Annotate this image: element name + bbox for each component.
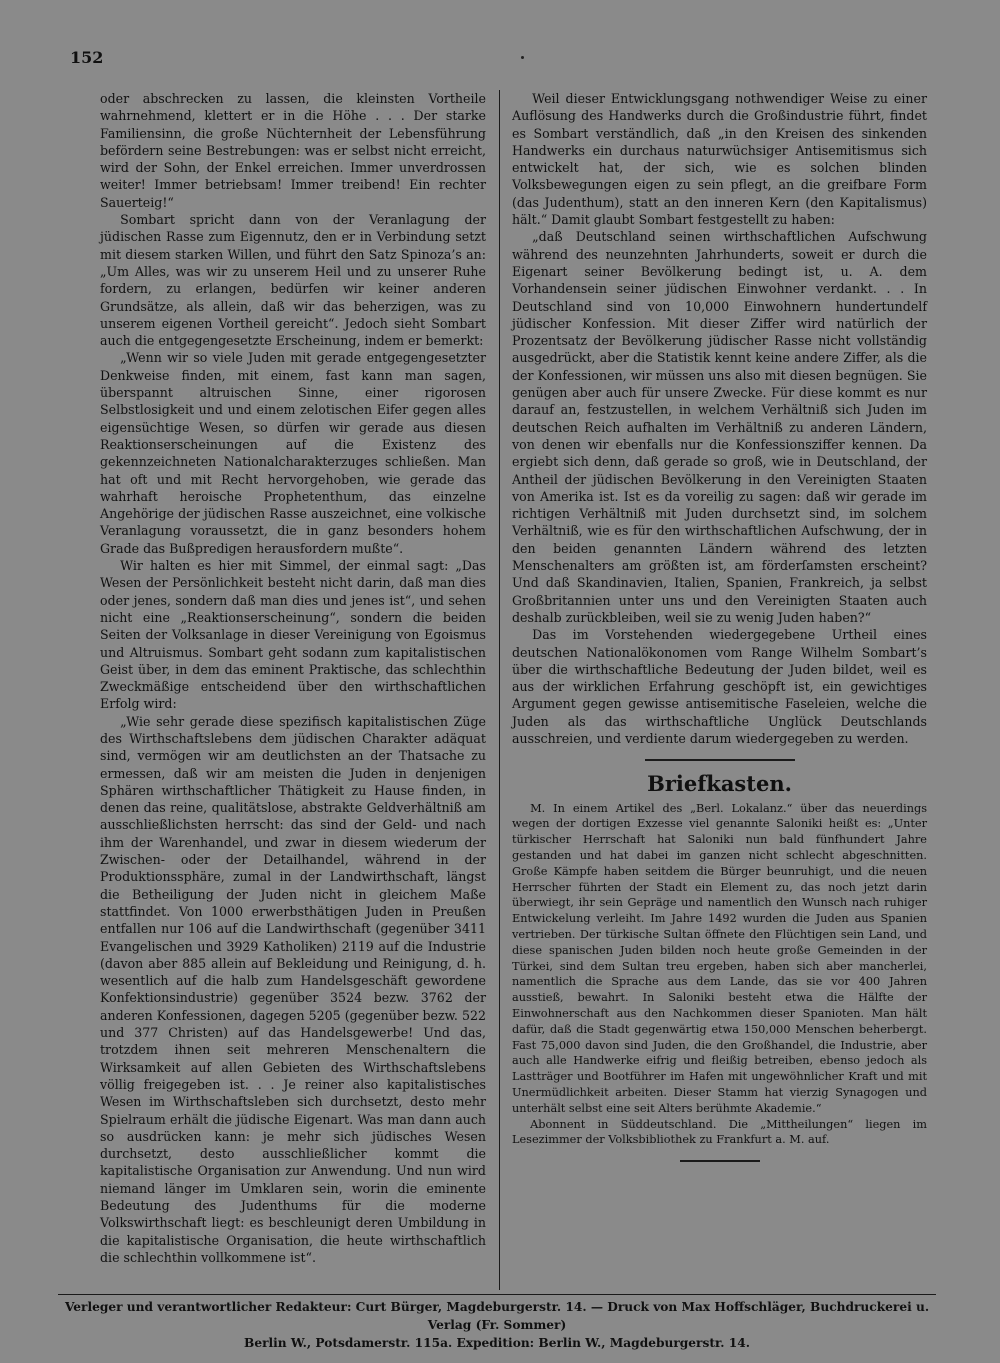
mailbox-title: Briefkasten. (647, 771, 792, 797)
paragraph: oder abschrecken zu lassen, die kleinsten Vortheile wahrnehmend, klettert er in die Höhe . . . Der starke Familiensinn, die große Nüchternheit der Lebensführung befördern seine Bestrebungen: was er selbst nicht erreicht, wird der Sohn, der Enkel erreichen. Immer unverdrossen weiter! Immer betriebsam! Immer treibend! Ein rechter Sauerteig!“ (100, 91, 486, 210)
column-divider (499, 90, 500, 1290)
mailbox-section (512, 801, 927, 1149)
page-number: 152 (70, 48, 104, 67)
footer-imprint-line: Verleger und verantwortlicher Redakteur: Curt Bürger, Magdeburgerstr. 14. — Druck von Max Hoffschläger, Buchdruckerei u. Verlag (Fr. Sommer) (64, 1300, 930, 1332)
paragraph: Sombart spricht dann von der Veranlagung der jüdischen Rasse zum Eigennutz, den er in Verbindung setzt mit diesem starken Willen, und führt den Satz Spinoza’s an: „Um Alles, was wir zu unserem Heil und zu unserer Ruhe fordern, zu erlangen, bedürfen wir keiner anderen Grundsätze, als allein, daß wir das beherzigen, was zu unserem eigenen Vortheil gereicht“. Jedoch sieht Sombart auch die entgegengesetzte Erscheinung, indem er bemerkt: (100, 212, 486, 349)
left-column (100, 90, 486, 1266)
end-divider (680, 1160, 760, 1162)
paragraph: Weil dieser Entwicklungsgang nothwendiger Weise zu einer Auflösung des Handwerks durch die Großindustrie führt, findet es Sombart verständlich, daß „in den Kreisen des sinkenden Handwerks ein durchaus naturwüchsiger Antisemitismus sich entwickelt hat, der sich, wie es solchen blinden Volksbewegungen eigen zu sein pflegt, an die greifbare Form (das Judenthum), statt an den inneren Kern (den Kapitalismus) hält.“ Damit glaubt Sombart festgestellt zu haben: (512, 91, 927, 228)
footer (58, 1298, 936, 1352)
paragraph: „Wenn wir so viele Juden mit gerade entgegengesetzter Denkweise finden, mit einem, fast kann man sagen, überspannt altruischen Sinne, einer rigorosen Selbstlosigkeit und und einem zelotischen Eifer gegen alles eigensüchtige Wesen, so dürfen wir gerade aus diesen Reaktionserscheinungen auf die Existenz des gekennzeichneten Nationalcharakterzuges schließen. Man hat oft und mit Recht hervorgehoben, wie gerade das wahrhaft heroische Prophetenthum, das einzelne Angehörige der jüdischen Rasse auszeichnet, eine volkische Veranlagung voraussetzt, die in ganz besonders hohem Grade das Bußpredigen herausfordern mußte“. (100, 350, 486, 556)
section-divider (645, 759, 795, 761)
footer-address-line: Berlin W., Potsdamerstr. 115a. Expedition: Berlin W., Magdeburgerstr. 14. (244, 1336, 750, 1350)
right-column (512, 90, 927, 1172)
mailbox-entry: M. In einem Artikel des „Berl. Lokalanz.“ über das neuerdings wegen der dortigen Exzesse viel genannte Saloniki heißt es: „Unter türkischer Herrschaft hat Saloniki nun bald fünfhundert Jahre gestanden und hat dabei im ganzen nicht schlecht abgeschnitten. Große Kämpfe haben seitdem die Bürger beunruhigt, und die neuen Herrscher führten der Stadt ein Element zu, das noch jetzt darin überwiegt, ihr sein Gepräge und namentlich den Wunsch nach ruhiger Entwickelung verleiht. Im Jahre 1492 wurden die Juden aus Spanien vertrieben. Der türkische Sultan öffnete den Flüchtigen sein Land, und diese spanischen Juden bilden noch heute große Gemeinden in der Türkei, sind dem Sultan treu ergeben, haben sich aber mancherlei, namentlich die Sprache aus dem Lande, das sie vor 400 Jahren ausstieß, bewahrt. In Saloniki besteht etwa die Hälfte der Einwohnerschaft aus den Nachkommen dieser Spanioten. Man hält dafür, daß die Stadt gegenwärtig etwa 150,000 Menschen beherbergt. Fast 75,000 davon sind Juden, die den Großhandel, die Industrie, aber auch alle Handwerke eifrig und fleißig betreiben, ebenso jedoch als Lastträger und Bootführer im Hafen mit ungewöhnlicher Kraft und mit Unermüdlichkeit arbeiten. Dieser Stamm hat vierzig Synagogen und unterhält selbst eine seit Alters berühmte Akademie.“ (512, 801, 927, 1115)
mailbox-entry: Abonnent in Süddeutschland. Die „Mittheilungen“ liegen im Lesezimmer der Volksbibliothek zu Frankfurt a. M. auf. (512, 1117, 927, 1147)
footer-divider (58, 1294, 936, 1295)
paragraph: „daß Deutschland seinen wirthschaftlichen Aufschwung während des neunzehnten Jahrhunderts, soweit er durch die Eigenart seiner Bevölkerung bedingt ist, u. A. dem Vorhandensein seiner jüdischen Einwohner verdankt. . . In Deutschland sind von 10,000 Einwohnern hundertundelf jüdischer Konfession. Mit dieser Ziffer wird natürlich der Prozentsatz der Bevölkerung jüdischer Rasse nicht vollständig ausgedrückt, aber die Statistik kennt keine andere Ziffer, als die der Konfessionen, wir müssen uns also mit diesen begnügen. Sie genügen aber auch für unsere Zwecke. Für diese kommt es nur darauf an, festzustellen, in welchem Verhältniß sich Juden im deutschen Reich aufhalten im Verhältniß zu anderen Ländern, von denen wir ebenfalls nur die Konfessionsziffer kennen. Da ergiebt sich denn, daß gerade so groß, wie in Deutschland, der Antheil der jüdischen Bevölkerung in den Vereinigten Staaten von Amerika ist. Ist es da voreilig zu sagen: daß wir gerade im richtigen Verhältniß mit Juden durchsetzt sind, im solchem Verhältniß, wie es für den wirthschaftlichen Aufschwung, der in den beiden genannten Ländern während des letzten Menschenalters am größten ist, am förderſamsten erscheint? Und daß Skandinavien, Italien, Spanien, Frankreich, ja selbst Großbritannien unter uns und den Vereinigten Staaten auch deshalb zurückbleiben, weil sie zu wenig Juden haben?“ (512, 229, 927, 625)
print-speck (521, 56, 524, 59)
paragraph: Wir halten es hier mit Simmel, der einmal sagt: „Das Wesen der Persönlichkeit besteht nicht darin, daß man dies oder jenes, sondern daß man dies und jenes ist“, und sehen nicht eine „Reaktionserscheinung“, sondern die beiden Seiten der Volksanlage in dieser Vereinigung von Egoismus und Altruismus. Sombart geht sodann zum kapitalistischen Geist über, in dem das eminent Praktische, das schlechthin Zweckmäßige entscheidend über den wirthschaftlichen Erfolg wird: (100, 558, 486, 712)
paragraph: „Wie sehr gerade diese spezifisch kapitalistischen Züge des Wirthschaftslebens dem jüdischen Charakter adäquat sind, vermögen wir am deutlichsten an der Thatsache zu ermessen, daß wir am meisten die Juden in denjenigen Sphären wirthschaftlicher Thätigkeit zu Hause finden, in denen das reine, qualitätslose, abstrakte Geldverhältniß am ausschließlichsten herrscht: das sind der Geld- und nach ihm der Warenhandel, und zwar in diesem wiederum der Zwischen- oder der Detailhandel, während in der Produktionssphäre, zumal in der Landwirthschaft, längst die Betheiligung der Juden nicht in gleichem Maße stattfindet. Von 1000 erwerbsthätigen Juden in Preußen entfallen nur 106 auf die Landwirthschaft (gegenüber 3411 Evangelischen und 3929 Katholiken) 2119 auf die Industrie (davon aber 885 allein auf Bekleidung und Reinigung, d. h. wesentlich auf die halb zum Handelsgeschäft gewordene Konfektionsindustrie) gegenüber 3524 bezw. 3762 der anderen Konfessionen, dagegen 5205 (gegenüber bezw. 522 und 377 Christen) auf das Handelsgewerbe! Und das, trotzdem ihnen seit mehreren Menschenaltern die Wirksamkeit auf allen Gebieten des Wirthschaftslebens völlig freigegeben ist. . . Je reiner also kapitalistisches Wesen im Wirthschaftsleben sich durchsetzt, desto mehr Spielraum erhält die jüdische Eigenart. Was man dann auch so ausdrücken kann: je mehr sich jüdisches Wesen durchsetzt, desto ausschließlicher kommt die kapitalistische Organisation zur Anwendung. Und nun wird niemand länger im Umklaren sein, worin die eminente Bedeutung des Judenthums für die moderne Volkswirthschaft liegt: es beschleunigt deren Umbildung in die kapitalistische Organisation, die heute wirthschaftlich die schlechthin vollkommene ist“. (100, 713, 486, 1265)
paragraph: Das im Vorstehenden wiedergegebene Urtheil eines deutschen Nationalökonomen vom Range Wilhelm Sombart’s über die wirthschaftliche Bedeutung der Juden bildet, weil es aus der wirklichen Erfahrung geschöpft ist, ein gewichtiges Argument gegen gewisse antisemitische Faseleien, welche die Juden als das wirthschaftliche Unglück Deutschlands ausschreien, und verdiente darum wiedergegeben zu werden. (512, 627, 927, 746)
